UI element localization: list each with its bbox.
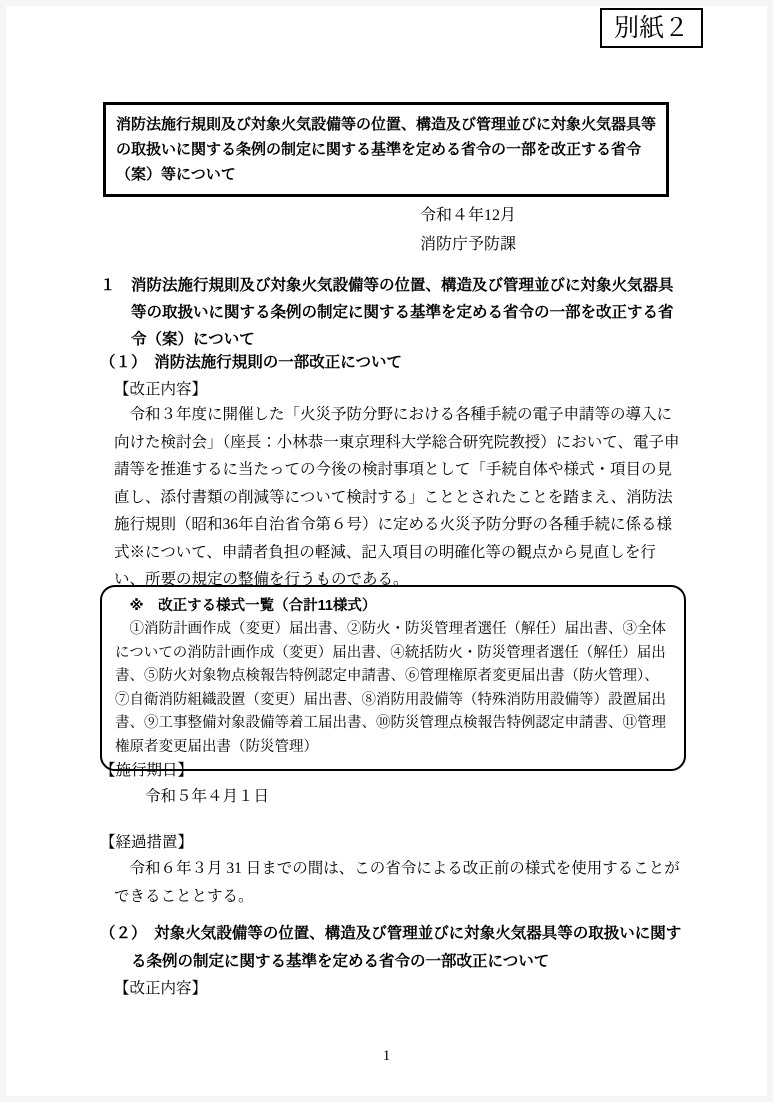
subsection-2-heading: （２） 対象火気設備等の位置、構造及び管理並びに対象火気器具等の取扱いに関する条例の制定に関する基準を定める省令の一部改正について xyxy=(100,925,682,970)
transitional-measures-label: 【経過措置】 xyxy=(100,834,194,851)
enforcement-date-label: 【施行期日】 xyxy=(100,762,194,779)
note-box-items: ①消防計画作成（変更）届出書、②防火・防災管理者選任（解任）届出書、③全体についての消防計画作成（変更）届出書、④統括防火・防災管理者選任（解任）届出書、⑤防火対象物点検報告特例認定申請書、⑥管理権原者変更届出書（防火管理）、⑦自衛消防組織設置（変更）届出書、⑧消防用設備等（特殊消防用設備等）設置届出書、⑨工事整備対象設備等着工届出書、⑩防災管理点検報告特例認定申請書、⑪管理権原者変更届出書（防災管理） xyxy=(115,621,666,755)
department-name: 消防庁予防課 xyxy=(420,236,517,253)
document-meta xyxy=(420,201,516,259)
attachment-label-box: 別紙２ xyxy=(600,8,703,48)
revised-forms-note-box xyxy=(100,585,686,771)
enforcement-date: 令和５年４月１日 xyxy=(145,788,270,805)
revision-content-label: 【改正内容】 xyxy=(114,381,208,398)
transitional-measures-paragraph: 令和６年３月 31 日までの間は、この省令による改正前の様式を使用することができることとする。 xyxy=(114,860,680,905)
revision-content-label-2: 【改正内容】 xyxy=(114,980,208,997)
revision-paragraph: 令和３年度に開催した「火災予防分野における各種手続の電子申請等の導入に向けた検討会」（座長：小林恭一東京理科大学総合研究院教授）において、電子申請等を推進するに当たっての今後の検討事項として「手続自体や様式・項目の見直し、添付書類の削減等について検討する」こととされたことを踏まえ、消防法施行規則（昭和36年自治省令第６号）に定める火災予防分野の各種手続に係る様式※について、申請者負担の軽減、記入項目の明確化等の観点から見直しを行い、所要の規定の整備を行うものである。 xyxy=(114,406,680,588)
section-1-heading: １ 消防法施行規則及び対象火気設備等の位置、構造及び管理並びに対象火気器具等の取扱いに関する条例の制定に関する基準を定める省令の一部を改正する省令（案）について xyxy=(100,277,674,348)
subsection-1-heading: （１） 消防法施行規則の一部改正について xyxy=(100,354,402,371)
document-date: 令和４年12月 xyxy=(420,207,517,224)
document-title-box: 消防法施行規則及び対象火気設備等の位置、構造及び管理並びに対象火気器具等の取扱いに関する条例の制定に関する基準を定める省令の一部を改正する省令（案）等について xyxy=(103,102,669,197)
page-number: 1 xyxy=(382,1048,391,1064)
note-box-title: ※ 改正する様式一覧（合計11様式） xyxy=(129,598,377,614)
